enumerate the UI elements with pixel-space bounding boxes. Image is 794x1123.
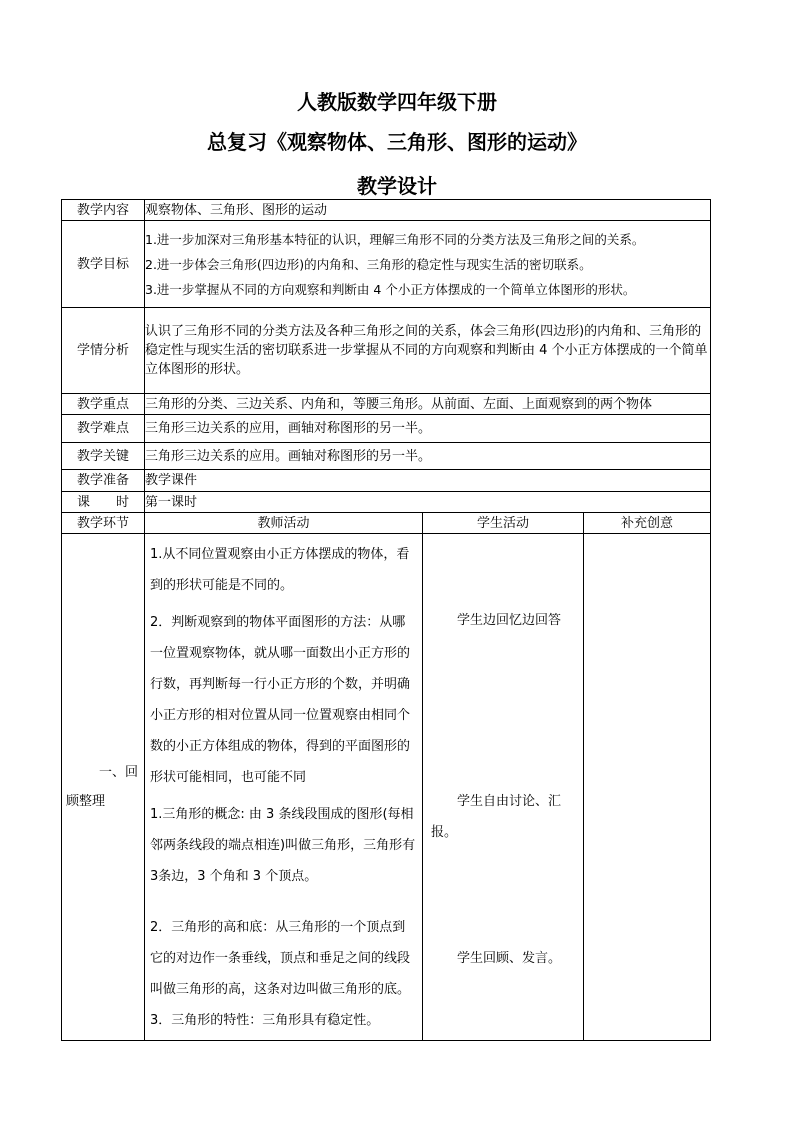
goal-item: 2.进一步体会三角形(四边形)的内角和、三角形的稳定性与现实生活的密切联系。	[145, 256, 592, 272]
goal-item: 3.进一步掌握从不同的方向观察和判断由 4 个小正方体摆成的一个简单立体图形的形状。	[145, 281, 636, 297]
header-stage: 教学环节	[62, 513, 145, 534]
row-key	[62, 394, 711, 415]
student-activity-cell	[423, 534, 584, 1041]
label-key: 教学重点	[62, 394, 145, 415]
header-teacher: 教师活动	[145, 513, 423, 534]
value-prep: 教学课件	[145, 470, 711, 492]
row-analysis	[62, 308, 711, 394]
student-paragraph: 学生回顾、发言。	[457, 951, 562, 966]
stage-line: 顾整理	[66, 794, 106, 809]
label-analysis: 学情分析	[62, 308, 145, 394]
student-paragraph: 学生自由讨论、汇报。	[431, 794, 562, 840]
row-content	[62, 200, 711, 221]
teacher-paragraph: 2．三角形的高和底：从三角形的一个顶点到它的对边作一条垂线，顶点和垂足之间的线段叫做三角形的高，这条对边叫做三角形的底。3．三角形的特性：三角形具有稳定性。	[150, 919, 411, 1028]
lesson-plan-table	[61, 199, 711, 1041]
stage-cell	[62, 534, 145, 1041]
value-critical: 三角形三边关系的应用。画轴对称图形的另一半。	[145, 443, 711, 470]
teacher-paragraph: 2．判断观察到的物体平面图形的方法：从哪一位置观察物体，就从哪一面数出小正方形的行数，再判断每一行小正方形的个数，并明确小正方形的相对位置从同一位置观察由相同个数的小正方体组成的物体，得到的平面图形的形状可能相同，也可能不同	[150, 614, 411, 785]
row-difficulty	[62, 415, 711, 443]
row-prep	[62, 470, 711, 492]
value-key: 三角形的分类、三边关系、内角和，等腰三角形。从前面、左面、上面观察到的两个物体	[145, 394, 711, 415]
row-goals	[62, 221, 711, 308]
student-paragraph: 学生边回忆边回答	[457, 613, 562, 628]
teacher-paragraph: 1.从不同位置观察由小正方体摆成的物体，看到的形状可能是不同的。	[150, 546, 410, 593]
document-subtitle: 总复习《观察物体、三角形、图形的运动》	[207, 130, 587, 154]
label-period: 课 时	[62, 492, 145, 513]
value-goals	[145, 221, 711, 308]
row-period	[62, 492, 711, 513]
value-content: 观察物体、三角形、图形的运动	[145, 200, 711, 221]
label-prep: 教学准备	[62, 470, 145, 492]
label-difficulty: 教学难点	[62, 415, 145, 443]
goal-item: 1.进一步加深对三角形基本特征的认识，理解三角形不同的分类方法及三角形之间的关系。	[145, 231, 645, 247]
value-period: 第一课时	[145, 492, 711, 513]
teacher-paragraph: 1.三角形的概念: 由 3 条线段围成的图形(每相邻两条线段的端点相连)叫做三角形，三角形有 3条边，3 个角和 3 个顶点。	[150, 806, 416, 884]
label-goals: 教学目标	[62, 221, 145, 308]
process-row	[62, 534, 711, 1041]
header-student: 学生活动	[423, 513, 584, 534]
label-critical: 教学关键	[62, 443, 145, 470]
stage-line: 一、回	[98, 765, 138, 780]
document-heading: 教学设计	[357, 174, 437, 198]
teacher-activity-cell	[145, 534, 423, 1041]
row-critical	[62, 443, 711, 470]
value-analysis: 认识了三角形不同的分类方法及各种三角形之间的关系，体会三角形(四边形)的内角和、三角形的稳定性与现实生活的密切联系进一步掌握从不同的方向观察和判断由 4 个小正方体摆成的一个简单立体图形的形状。	[145, 308, 711, 394]
extra-ideas-cell	[584, 534, 711, 1041]
process-header-row	[62, 513, 711, 534]
header-extra: 补充创意	[584, 513, 711, 534]
label-content: 教学内容	[62, 200, 145, 221]
document-title: 人教版数学四年级下册	[297, 90, 497, 114]
value-difficulty: 三角形三边关系的应用，画轴对称图形的另一半。	[145, 415, 711, 443]
